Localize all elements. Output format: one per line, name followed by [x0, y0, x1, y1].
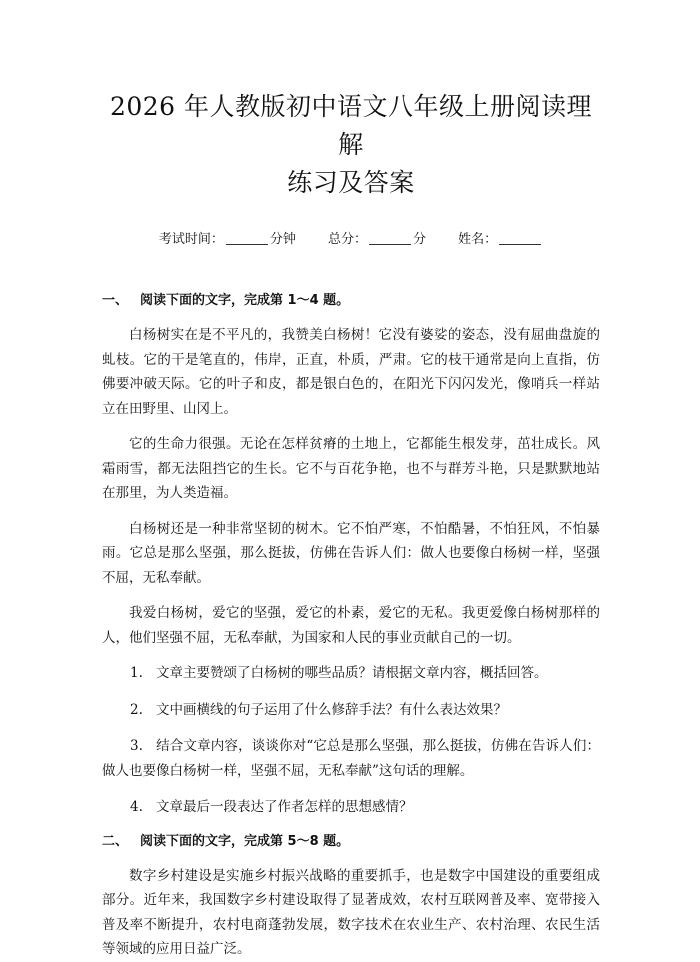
exam-info	[102, 228, 600, 247]
student-name	[458, 228, 543, 247]
question-item	[102, 734, 600, 783]
title-line-2: 练习及答案	[287, 168, 415, 197]
passage-paragraph: 数字乡村建设是实施乡村振兴战略的重要抓手，也是数字中国建设的重要组成部分。近年来，我国数字乡村建设取得了显著成效，农村互联网普及率、宽带接入普及率不断提升，农村电商蓬勃发展，数字技术在农业生产、农村治理、农民生活等领域的应用日益广泛。	[102, 867, 600, 957]
question-item	[102, 698, 600, 723]
passage-paragraph: 它的生命力很强。无论在怎样贫瘠的土地上，它都能生根发芽，茁壮成长。风霜雨雪，都无法阻挡它的生长。它不与百花争艳，也不与群芳斗艳，只是默默地站在那里，为人类造福。	[102, 436, 600, 501]
question-text: 文章最后一段表达了作者怎样的思想感情？	[156, 799, 413, 815]
question-number: 3.	[130, 738, 143, 754]
section-2-heading	[102, 832, 600, 852]
section-number: 一、	[102, 293, 129, 308]
title-line-1: 2026 年人教版初中语文八年级上册阅读理解	[109, 92, 593, 159]
question-item	[102, 795, 600, 820]
exam-time	[159, 228, 296, 247]
exam-time-unit: 分钟	[269, 232, 296, 247]
question-number: 4.	[130, 799, 143, 815]
section-2	[102, 832, 600, 962]
question-number: 1.	[130, 665, 143, 681]
total-score	[328, 228, 426, 247]
section-heading-text: 阅读下面的文字，完成第 1～4 题。	[140, 293, 350, 308]
passage-paragraph: 白杨树实在是不平凡的，我赞美白杨树！它没有婆娑的姿态，没有屈曲盘旋的虬枝。它的干是笔直的，伟岸，正直，朴质，严肃。它的枝干通常是向上直指，仿佛要冲破天际。它的叶子和皮，都是银白色的，在阳光下闪闪发光，像哨兵一样站立在田野里、山冈上。	[102, 327, 600, 417]
page-title	[102, 88, 600, 202]
question-text: 结合文章内容，谈谈你对“它总是那么坚强，那么挺拔，仿佛在告诉人们：做人也要像白杨树一样，坚强不屈，无私奉献”这句话的理解。	[102, 738, 600, 779]
exam-time-label: 考试时间：	[158, 232, 224, 247]
student-name-blank	[499, 232, 541, 245]
section-1-heading	[102, 291, 600, 311]
section-1	[102, 291, 600, 820]
question-text: 文章主要赞颂了白杨树的哪些品质？请根据文章内容，概括回答。	[156, 665, 548, 681]
student-name-label: 姓名：	[458, 232, 498, 247]
passage-paragraph: 我爱白杨树，爱它的坚强，爱它的朴素，爱它的无私。我更爱像白杨树那样的人，他们坚强不屈，无私奉献，为国家和人民的事业贡献自己的一切。	[102, 605, 600, 646]
passage-paragraph: 白杨树还是一种非常坚韧的树木。它不怕严寒，不怕酷暑，不怕狂风，不怕暴雨。它总是那么坚强，那么挺拔，仿佛在告诉人们：做人也要像白杨树一样，坚强不屈，无私奉献。	[102, 520, 600, 586]
section-number: 二、	[102, 833, 129, 849]
total-score-unit: 分	[413, 232, 427, 247]
question-text: 文中画横线的句子运用了什么修辞手法？有什么表达效果？	[156, 701, 507, 718]
total-score-label: 总分：	[327, 232, 367, 247]
section-heading-text: 阅读下面的文字，完成第 5～8 题。	[140, 833, 350, 849]
total-score-blank	[369, 232, 411, 245]
question-item	[102, 661, 600, 686]
exam-time-blank	[226, 232, 268, 245]
question-number: 2.	[130, 701, 143, 718]
